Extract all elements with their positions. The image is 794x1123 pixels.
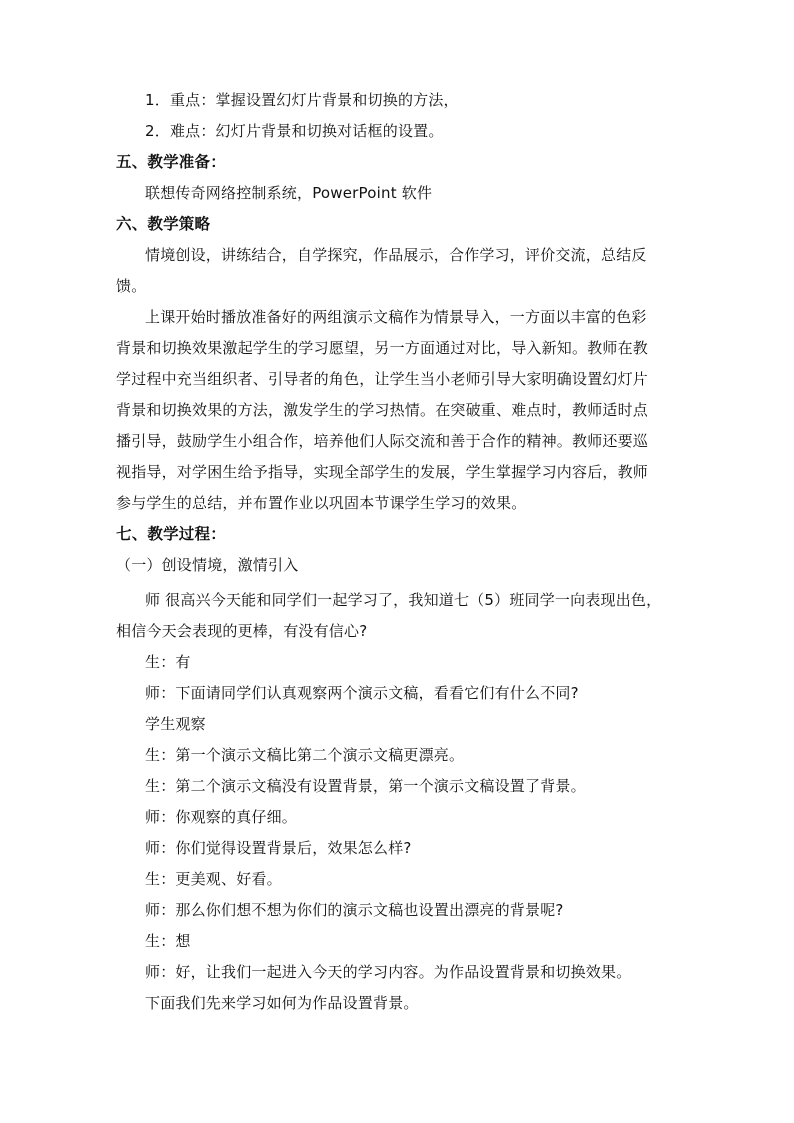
dialogue-line: 师：那么你们想不想为你们的演示文稿也设置出漂亮的背景呢?	[145, 901, 564, 919]
strategy-paragraph-line: 学过程中充当组织者、引导者的角色，让学生当小老师引导大家明确设置幻灯片	[116, 370, 649, 388]
strategy-paragraph-line: 参与学生的总结，并布置作业以巩固本节课学生学习的效果。	[116, 494, 527, 512]
section-heading-preparation: 五、教学准备：	[116, 153, 226, 171]
dialogue-line: 生：第一个演示文稿比第二个演示文稿更漂亮。	[145, 746, 465, 764]
section-heading-strategy: 六、教学策略	[116, 215, 211, 233]
strategy-paragraph-line: 背景和切换效果的方法，激发学生的学习热情。在突破重、难点时，教师适时点	[116, 401, 649, 419]
dialogue-line: 生：更美观、好看。	[145, 870, 282, 888]
dialogue-line: 师 很高兴今天能和同学们一起学习了，我知道七（5）班同学一向表现出色，	[145, 591, 662, 609]
dialogue-line: 下面我们先来学习如何为作品设置背景。	[145, 994, 419, 1012]
dialogue-line: 学生观察	[145, 715, 206, 733]
teaching-difficulty-line: 2．难点：幻灯片背景和切换对话框的设置。	[145, 122, 444, 140]
strategy-paragraph-line: 背景和切换效果激起学生的学习愿望，另一方面通过对比，导入新知。教师在教	[116, 339, 649, 357]
dialogue-line: 生：有	[145, 653, 191, 671]
dialogue-line: 师：好，让我们一起进入今天的学习内容。为作品设置背景和切换效果。	[145, 963, 632, 981]
dialogue-line: 生：想	[145, 932, 191, 950]
strategy-paragraph-line: 上课开始时播放准备好的两组演示文稿作为情景导入，一方面以丰富的色彩	[145, 308, 647, 326]
subsection-heading: （一）创设情境，激情引入	[116, 556, 299, 574]
dialogue-line: 师：你观察的真仔细。	[145, 808, 298, 826]
preparation-text: 联想传奇网络控制系统，PowerPoint 软件	[145, 184, 433, 202]
dialogue-line: 师：你们觉得设置背景后，效果怎么样?	[145, 839, 412, 857]
teaching-focus-line: 1．重点：掌握设置幻灯片背景和切换的方法，	[145, 91, 459, 109]
strategy-paragraph-line: 播引导，鼓励学生小组合作，培养他们人际交流和善于合作的精神。教师还要巡	[116, 432, 649, 450]
section-heading-process: 七、教学过程：	[116, 525, 226, 543]
strategy-paragraph-line: 视指导，对学困生给予指导，实现全部学生的发展，学生掌握学习内容后，教师	[116, 463, 649, 481]
dialogue-line: 生：第二个演示文稿没有设置背景，第一个演示文稿设置了背景。	[145, 777, 586, 795]
strategy-paragraph-line: 馈。	[116, 277, 147, 295]
strategy-paragraph-line: 情境创设，讲练结合，自学探究，作品展示，合作学习，评价交流，总结反	[145, 246, 647, 264]
dialogue-line: 相信今天会表现的更棒，有没有信心?	[116, 622, 368, 640]
dialogue-line: 师：下面请同学们认真观察两个演示文稿，看看它们有什么不同?	[145, 684, 579, 702]
